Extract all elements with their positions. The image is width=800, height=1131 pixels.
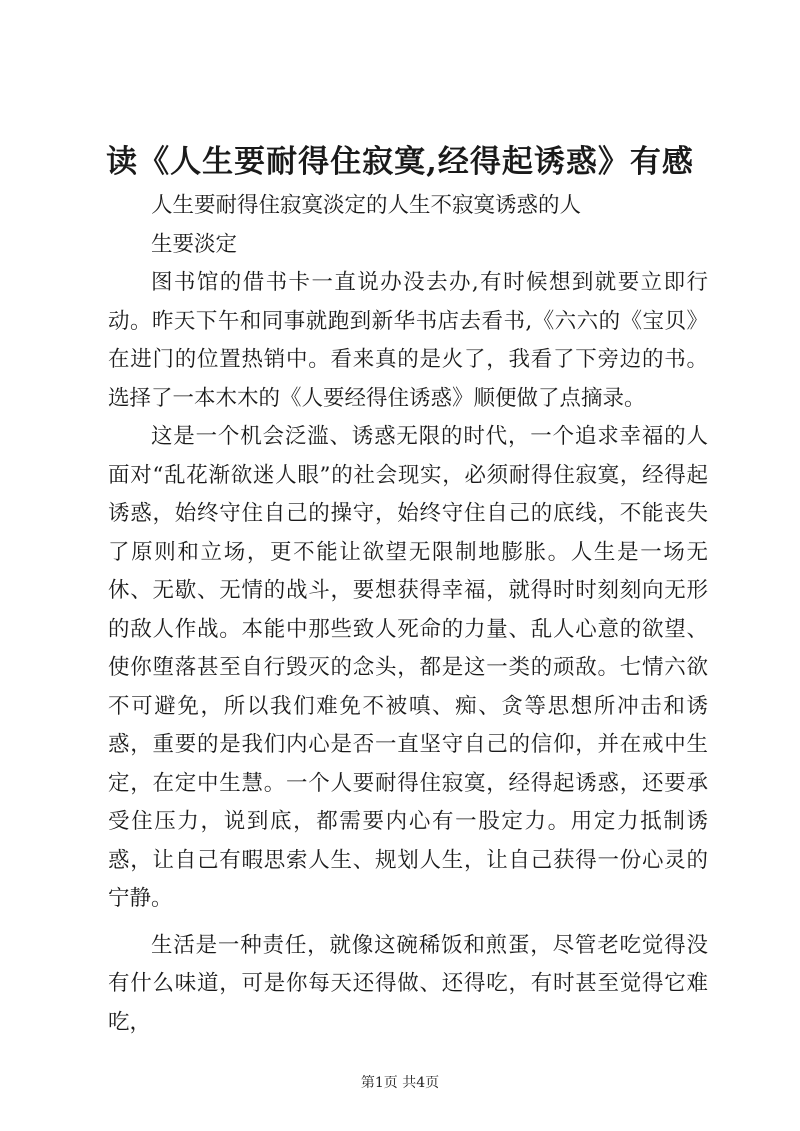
- paragraph-subtitle-line-1: 人生要耐得住寂寞淡定的人生不寂寞诱惑的人: [151, 193, 582, 218]
- page-number-indicator: 第1页 共4页: [360, 1075, 440, 1091]
- paragraph-life-responsibility: 生活是一种责任，就像这碗稀饭和煎蛋，尽管老吃觉得没有什么味道，可是你每天还得做、还得吃，有时甚至觉得它难吃，: [108, 932, 708, 1035]
- page-footer: [0, 1073, 800, 1093]
- document-title: 读《人生要耐得住寂寞,经得起诱惑》有感: [106, 144, 694, 180]
- paragraph-temptation-era: 这是一个机会泛滥、诱惑无限的时代，一个追求幸福的人面对“乱花渐欲迷人眼”的社会现实，必须耐得住寂寞，经得起诱惑，始终守住自己的操守，始终守住自己的底线，不能丧失了原则和立场，更不能让欲望无限制地膨胀。人生是一场无休、无歇、无情的战斗，要想获得幸福，就得时时刻刻向无形的敌人作战。本能中那些致人死命的力量、乱人心意的欲望、使你堕落甚至自行毁灭的念头，都是这一类的顽敌。七情六欲不可避免，所以我们难免不被嗔、痴、贪等思想所冲击和诱惑，重要的是我们内心是否一直坚守自己的信仰，并在戒中生定，在定中生慧。一个人要耐得住寂寞，经得起诱惑，还要承受住压力，说到底，都需要内心有一股定力。用定力抵制诱惑，让自己有暇思索人生、规划人生，让自己获得一份心灵的宁静。: [108, 424, 708, 911]
- paragraph-subtitle-line-2: 生要淡定: [151, 231, 238, 257]
- paragraph-library-card: 图书馆的借书卡一直说办没去办,有时候想到就要立即行动。昨天下午和同事就跑到新华书店去看书,《六六的《宝贝》在进门的位置热销中。看来真的是火了，我看了下旁边的书。选择了一本木木的《人要经得住诱惑》顺便做了点摘录。: [108, 270, 708, 411]
- document-body: [108, 187, 708, 1042]
